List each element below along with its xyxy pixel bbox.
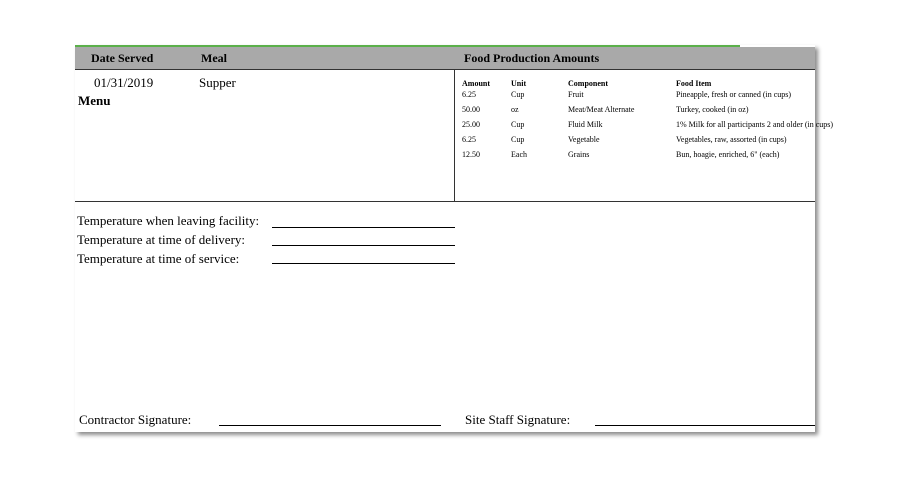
site-staff-signature-line: [595, 425, 815, 426]
site-staff-signature-label: Site Staff Signature:: [465, 412, 571, 427]
temp-leaving-line: [272, 227, 455, 228]
cell-food-item: 1% Milk for all participants 2 and older (in cups): [676, 120, 834, 129]
cell-food-item: Bun, hoagie, enriched, 6" (each): [676, 150, 780, 159]
cell-amount: 25.00: [462, 120, 480, 129]
col-unit: Unit: [511, 79, 527, 88]
cell-amount: 12.50: [462, 150, 480, 159]
cell-component: Grains: [568, 150, 590, 159]
cell-component: Meat/Meat Alternate: [568, 105, 635, 114]
menu-label: Menu: [78, 93, 111, 108]
cell-unit: Cup: [511, 120, 525, 129]
cell-component: Fluid Milk: [568, 120, 603, 129]
cell-component: Fruit: [568, 90, 584, 99]
header-meal: Meal: [201, 51, 227, 65]
column-divider: [454, 70, 455, 201]
meal-value: Supper: [199, 75, 236, 90]
cell-amount: 50.00: [462, 105, 480, 114]
header-date-served: Date Served: [91, 51, 154, 65]
cell-component: Vegetable: [568, 135, 600, 144]
date-served-value: 01/31/2019: [94, 75, 154, 90]
temp-leaving-label: Temperature when leaving facility:: [77, 213, 260, 228]
production-record-page: [75, 45, 834, 432]
temp-delivery-label: Temperature at time of delivery:: [77, 232, 246, 247]
col-component: Component: [568, 79, 609, 88]
cell-unit: Each: [511, 150, 527, 159]
cell-unit: Cup: [511, 90, 525, 99]
cell-amount: 6.25: [462, 90, 476, 99]
temp-service-line: [272, 263, 455, 264]
section-divider: [75, 201, 815, 202]
col-food-item: Food Item: [676, 79, 712, 88]
cell-unit: oz: [511, 105, 519, 114]
temp-delivery-line: [272, 245, 455, 246]
table-header: [75, 47, 815, 70]
cell-food-item: Pineapple, fresh or canned (in cups): [676, 90, 792, 99]
cell-food-item: Turkey, cooked (in oz): [676, 105, 749, 114]
cell-unit: Cup: [511, 135, 525, 144]
header-food-production: Food Production Amounts: [464, 51, 600, 65]
cell-amount: 6.25: [462, 135, 476, 144]
contractor-signature-line: [219, 425, 441, 426]
temp-service-label: Temperature at time of service:: [77, 251, 240, 266]
cell-food-item: Vegetables, raw, assorted (in cups): [676, 135, 787, 144]
contractor-signature-label: Contractor Signature:: [79, 412, 192, 427]
col-amount: Amount: [462, 79, 491, 88]
